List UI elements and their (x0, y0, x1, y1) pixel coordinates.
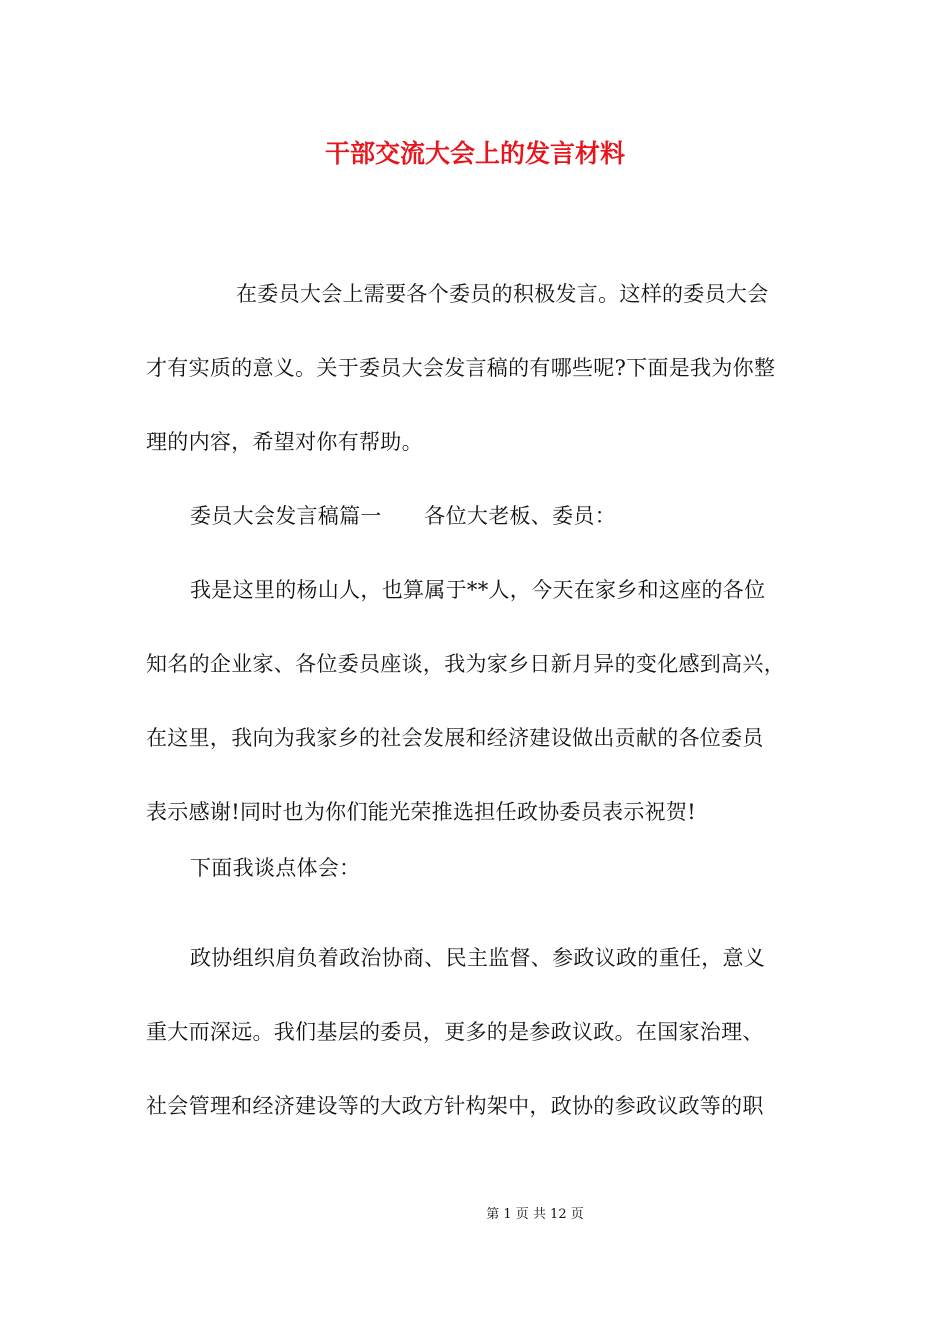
document-title: 干部交流大会上的发言材料 (324, 139, 625, 168)
body-line-6: 知名的企业家、各位委员座谈，我为家乡日新月异的变化感到高兴， (146, 652, 785, 676)
body-line-12: 社会管理和经济建设等的大政方针构架中，政协的参政议政等的职 (146, 1094, 764, 1118)
body-line-5: 我是这里的杨山人，也算属于**人，今天在家乡和这座的各位 (190, 578, 766, 602)
body-line-7: 在这里，我向为我家乡的社会发展和经济建设做出贡献的各位委员 (146, 726, 764, 750)
body-line-8: 表示感谢!同时也为你们能光荣推选担任政协委员表示祝贺! (146, 800, 696, 824)
body-line-11: 重大而深远。我们基层的委员，更多的是参政议政。在国家治理、 (146, 1020, 764, 1044)
body-line-9: 下面我谈点体会： (190, 856, 361, 880)
body-line-4: 委员大会发言稿篇一 各位大老板、委员： (190, 504, 616, 528)
page-number-footer: 第 1 页 共 12 页 (486, 1207, 584, 1222)
body-line-1: 在委员大会上需要各个委员的积极发言。这样的委员大会 (236, 282, 769, 306)
body-line-3: 理的内容，希望对你有帮助。 (146, 430, 423, 454)
body-line-2: 才有实质的意义。关于委员大会发言稿的有哪些呢?下面是我为你整 (146, 356, 776, 380)
body-line-10: 政协组织肩负着政治协商、民主监督、参政议政的重任，意义 (190, 946, 766, 970)
